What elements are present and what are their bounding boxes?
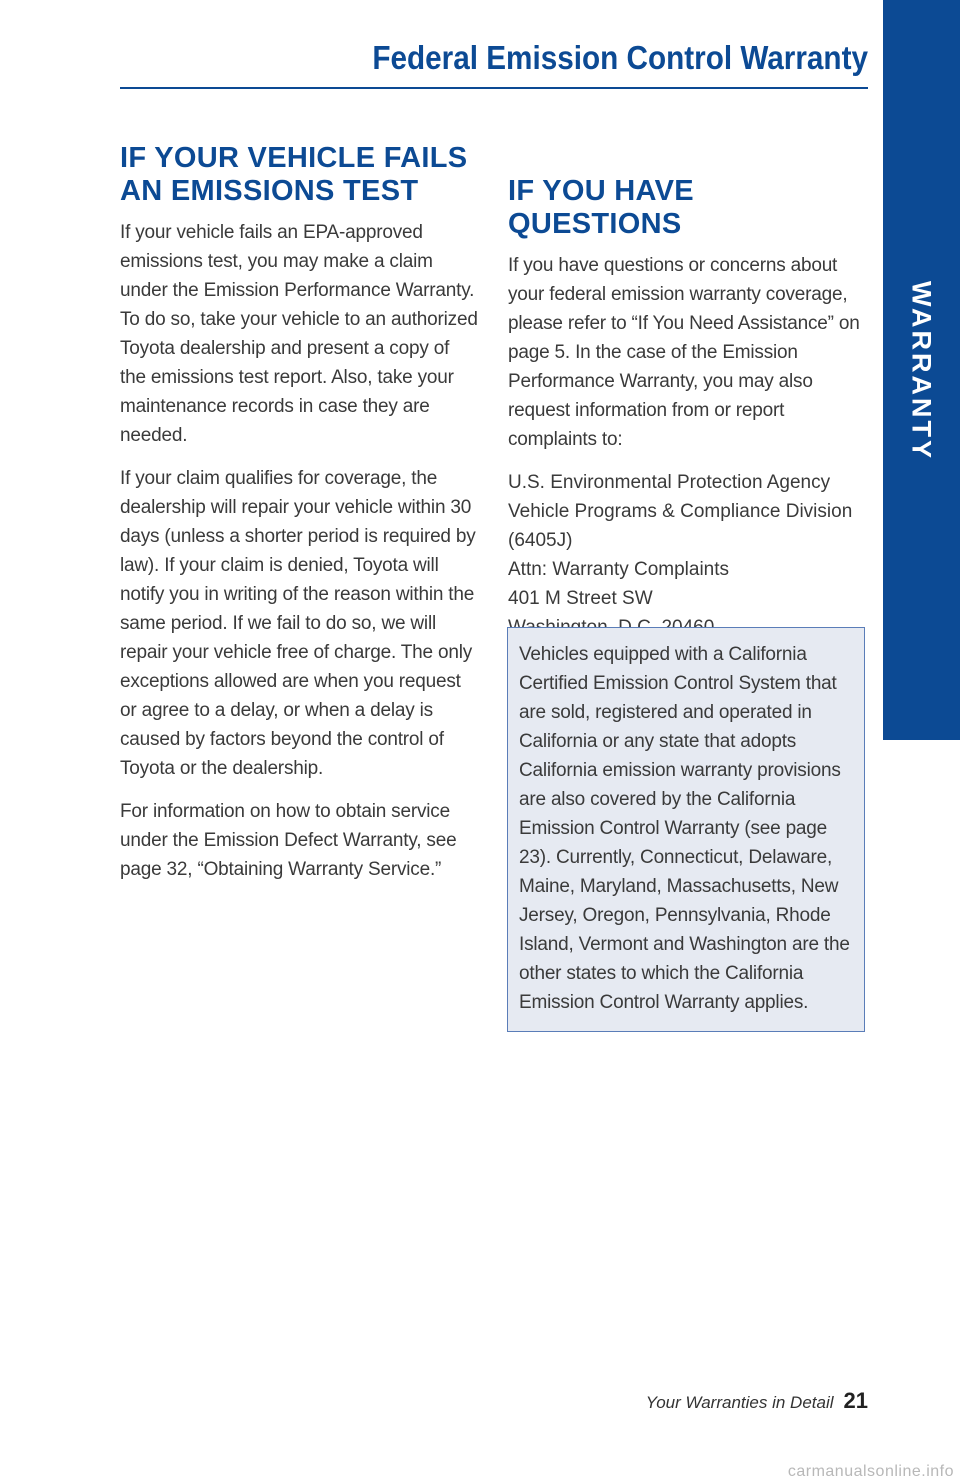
address-line: Vehicle Programs & Compliance Division — [508, 501, 853, 522]
footer-section-label: Your Warranties in Detail — [645, 1393, 834, 1412]
emissions-test-paragraph: If your vehicle fails an EPA-approved emissions test, you may make a claim under the Emission Performance Warranty. To do so, take your vehicle to an authorized Toyota dealership and present a copy of the emissions test report. Also, take your maintenance records in case they are needed. — [120, 222, 478, 446]
address-line: U.S. Environmental Protection Agency — [508, 472, 831, 493]
emissions-test-heading-line2: AN EMISSIONS TEST — [120, 175, 419, 207]
section-tab — [883, 0, 960, 740]
page-title: Federal Emission Control Warranty — [372, 39, 868, 76]
address-line: (6405J) — [508, 530, 573, 551]
questions-intro: If you have questions or concerns about your federal emission warranty coverage, please refer to “If You Need Assistance” on page 5. In the case of the Emission Performance Warranty, you may also request information from or report complaints to: — [508, 255, 860, 450]
california-notice-box — [507, 627, 865, 1032]
header-divider — [120, 87, 868, 89]
emissions-test-heading-line1: IF YOUR VEHICLE FAILS — [120, 142, 468, 174]
page-footer — [646, 1388, 868, 1414]
site-watermark: carmanualsonline.info — [787, 1463, 954, 1480]
emissions-test-paragraph: For information on how to obtain service under the Emission Defect Warranty, see page 32, “Obtaining Warranty Service.” — [120, 801, 457, 880]
epa-address — [508, 468, 868, 642]
page-number: 21 — [843, 1388, 868, 1413]
address-line: Attn: Warranty Complaints — [508, 559, 730, 580]
section-tab-label: WARRANTY — [906, 281, 937, 461]
questions-section — [508, 175, 868, 660]
emissions-test-section — [120, 142, 480, 898]
emissions-test-heading — [120, 142, 480, 208]
california-notice-text: Vehicles equipped with a California Certified Emission Control System that are sold, registered and operated in California or any state that adopts California emission warranty provisions are also covered by the California Emission Control Warranty (see page 23). Currently, Connecticut, Delaware, Maine, Maryland, Massachusetts, New Jersey, Oregon, Pennsylvania, Rhode Island, Vermont and Washington are the other states to which the California Emission Control Warranty applies. — [519, 644, 850, 1013]
address-line: 401 M Street SW — [508, 588, 653, 609]
questions-heading: IF YOU HAVE QUESTIONS — [508, 175, 694, 240]
emissions-test-paragraph: If your claim qualifies for coverage, the dealership will repair your vehicle within 30 days (unless a shorter period is required by law). If your claim is denied, Toyota will notify you in writing of the reason within the same period. If we fail to do so, we will repair your vehicle free of charge. The only exceptions allowed are when you request or agree to a delay, or when a delay is caused by factors beyond the control of Toyota or the dealership. — [120, 468, 476, 779]
